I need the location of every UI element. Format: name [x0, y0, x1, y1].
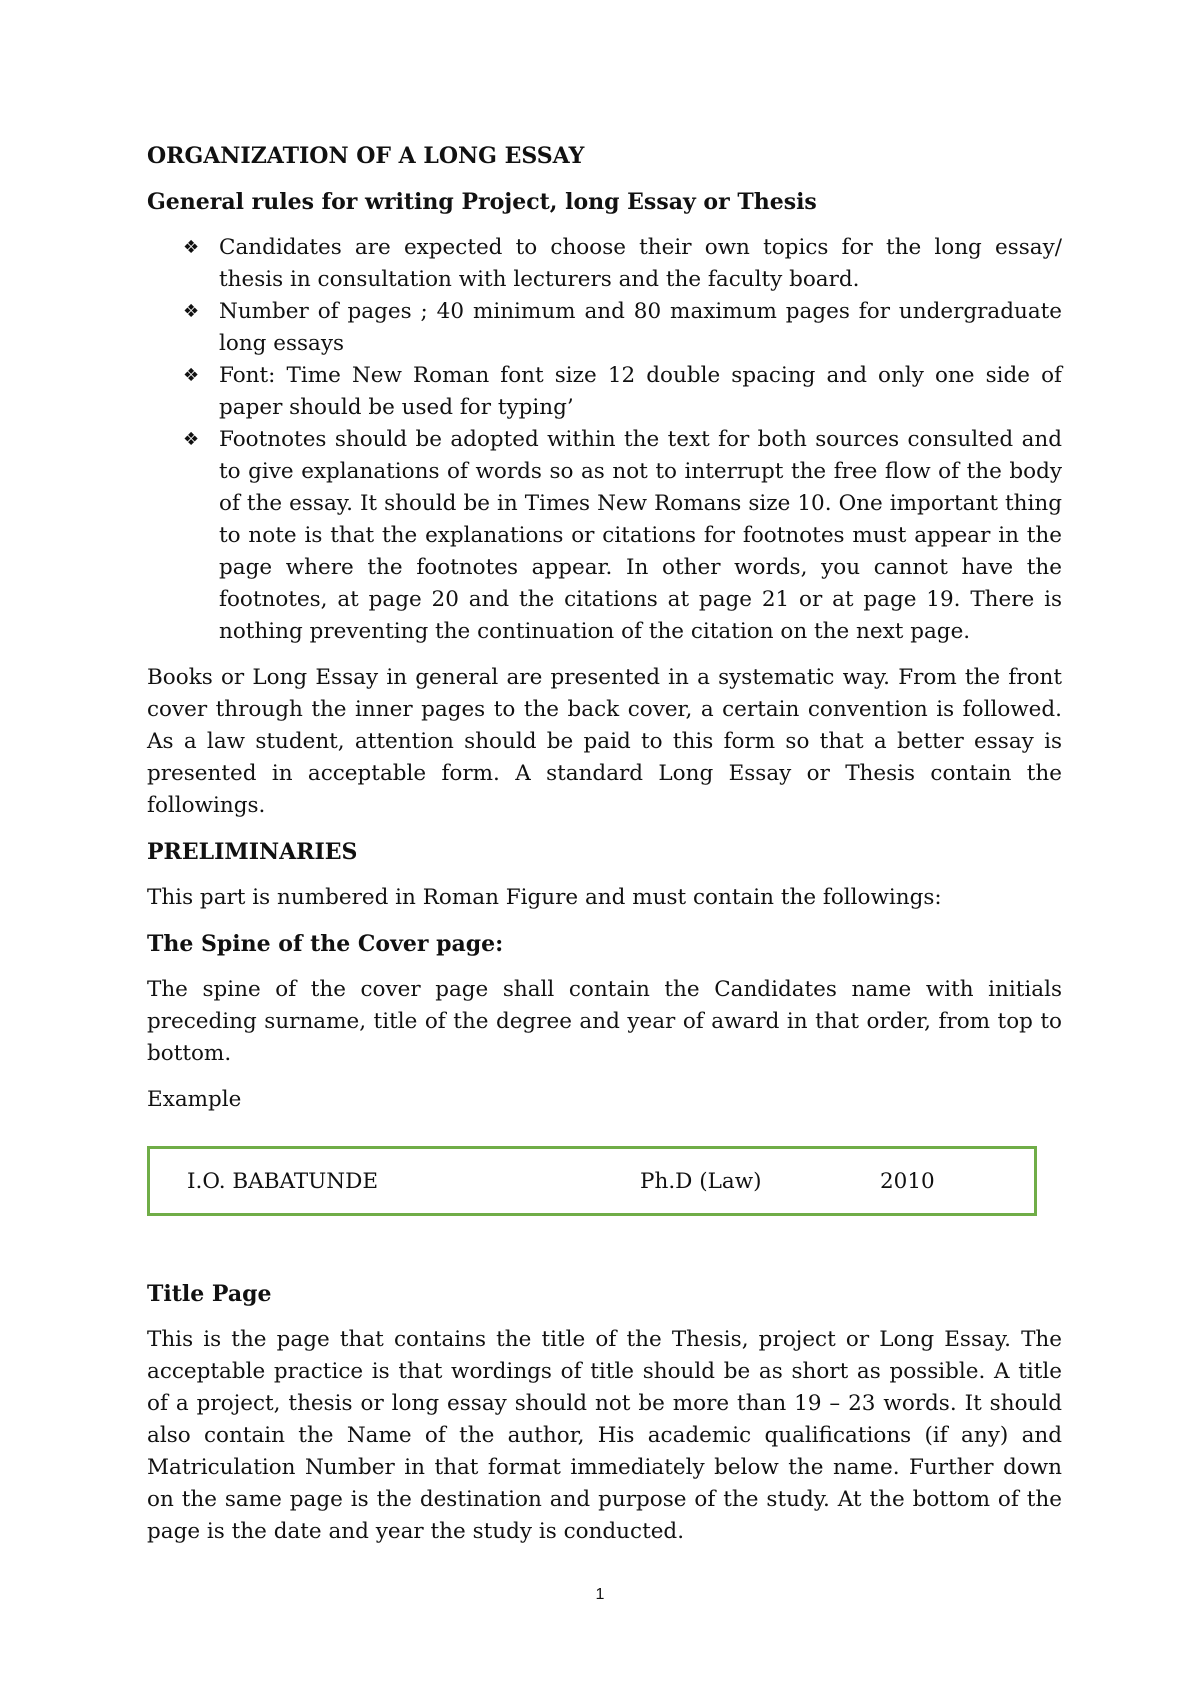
list-item [147, 296, 1062, 360]
example-degree: Ph.D (Law) [640, 1169, 762, 1194]
preliminaries-text: This part is numbered in Roman Figure and must contain the followings: [147, 885, 942, 910]
intro-paragraph: Books or Long Essay in general are presented in a systematic way. From the front cover through the inner pages to the back cover, a certain convention is followed. As a law student, attention should be paid to this form so that a better essay is presented in acceptable form. A standard Long Essay or Thesis contain the followings. [147, 665, 1062, 818]
spine-text: The spine of the cover page shall contain the Candidates name with initials preceding surname, title of the degree and year of award in that order, from top to bottom. [147, 977, 1062, 1066]
page-number: 1 [595, 1586, 605, 1603]
rule-text: Font: Time New Roman font size 12 double spacing and only one side of paper should be used for typing’ [219, 363, 1062, 420]
example-year: 2010 [880, 1169, 935, 1194]
diamond-bullet-icon: ❖ [183, 237, 200, 258]
list-item [147, 360, 1062, 424]
diamond-bullet-icon: ❖ [183, 429, 200, 450]
list-item [147, 424, 1062, 648]
document-title: ORGANIZATION OF A LONG ESSAY [147, 143, 585, 169]
title-page-heading: Title Page [147, 1281, 272, 1307]
list-item [147, 232, 1062, 296]
rules-list [147, 232, 1062, 648]
rule-text: Footnotes should be adopted within the text for both sources consulted and to give explanations of words so as not to interrupt the free flow of the body of the essay. It should be in Times New Romans size 10. One important thing to note is that the explanations or citations for footnotes must appear in the page where the footnotes appear. In other words, you cannot have the footnotes, at page 20 and the citations at page 21 or at page 19. There is nothing preventing the continuation of the citation on the next page. [219, 427, 1062, 644]
example-box [147, 1146, 1037, 1216]
diamond-bullet-icon: ❖ [183, 301, 200, 322]
spine-heading: The Spine of the Cover page: [147, 931, 504, 957]
general-rules-heading: General rules for writing Project, long Essay or Thesis [147, 189, 817, 215]
document-page [147, 140, 1062, 1562]
preliminaries-heading: PRELIMINARIES [147, 839, 358, 865]
example-label: Example [147, 1087, 242, 1112]
title-page-text: This is the page that contains the title of the Thesis, project or Long Essay. The acceptable practice is that wordings of title should be as short as possible. A title of a project, thesis or long essay should not be more than 19 – 23 words. It should also contain the Name of the author, His academic qualifications (if any) and Matriculation Number in that format immediately below the name. Further down on the same page is the destination and purpose of the study. At the bottom of the page is the date and year the study is conducted. [147, 1327, 1062, 1544]
rule-text: Number of pages ; 40 minimum and 80 maximum pages for undergraduate long essays [219, 299, 1062, 356]
example-candidate-name: I.O. BABATUNDE [187, 1169, 379, 1194]
diamond-bullet-icon: ❖ [183, 365, 200, 386]
rule-text: Candidates are expected to choose their own topics for the long essay/ thesis in consultation with lecturers and the faculty board. [219, 235, 1062, 292]
